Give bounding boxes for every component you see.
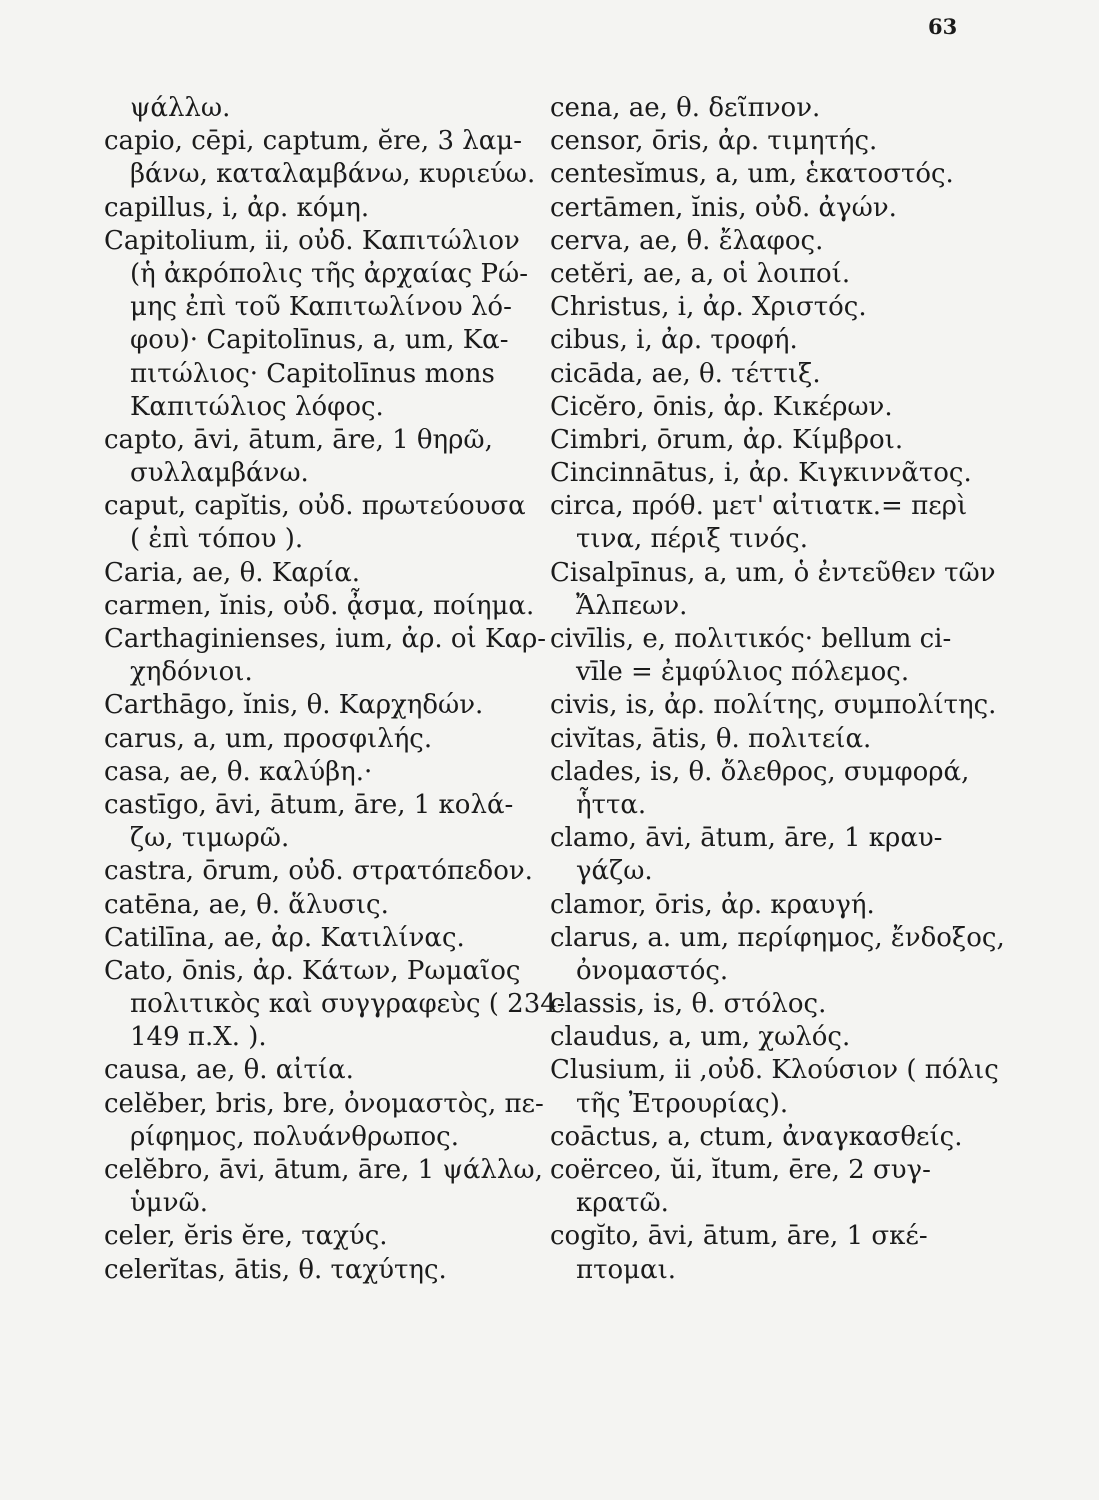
- entry-line: πτομαι.: [576, 1254, 677, 1285]
- entry-line: vīle = ἐμφύλιος πόλεμος.: [576, 657, 910, 688]
- entry-line: circa, πρόθ. μετ' αἰτιατκ.= περὶ: [550, 491, 968, 522]
- entry-line: clamo, āvi, ātum, āre, 1 κραυ-: [550, 823, 943, 854]
- entry-line: celer, ĕris ĕre, ταχύς.: [104, 1221, 388, 1252]
- entry-line: capio, cēpi, captum, ĕre, 3 λαμ-: [104, 126, 522, 157]
- entry-line: τῆς Ἐτρουρίας).: [576, 1088, 789, 1119]
- entry-line: classis, is, θ. στόλος.: [550, 989, 827, 1020]
- entry-line: celerĭtas, ātis, θ. ταχύτης.: [104, 1254, 447, 1285]
- entry-line: Caria, ae, θ. Καρία.: [104, 557, 361, 588]
- entry-line: casa, ae, θ. καλύβη.·: [104, 756, 373, 787]
- entry-line: Catilīna, ae, ἀρ. Κατιλίνας.: [104, 922, 465, 953]
- entry-line: Cincinnātus, i, ἀρ. Κιγκιννᾶτος.: [550, 458, 972, 489]
- entry-line: (ἡ ἀκρόπολις τῆς ἀρχαίας Ρώ-: [130, 258, 528, 289]
- entry-line: coāctus, a, ctum, ἀναγκασθείς.: [550, 1121, 963, 1152]
- entry-line: ἧττα.: [576, 789, 647, 820]
- entry-line: capillus, i, ἀρ. κόμη.: [104, 192, 370, 223]
- entry-line: φου)· Capitolīnus, a, um, Κα-: [130, 325, 509, 356]
- entry-line: πολιτικὸς καὶ συγγραφεὺς ( 234-: [130, 989, 566, 1020]
- entry-line: γάζω.: [576, 856, 653, 887]
- entry-line: cicāda, ae, θ. τέττιξ.: [550, 358, 821, 389]
- entry-line: clamor, ōris, ἀρ. κραυγή.: [550, 889, 875, 920]
- entry-line: Carthāgo, ĭnis, θ. Καρχηδών.: [104, 690, 484, 721]
- entry-line: capto, āvi, ātum, āre, 1 θηρῶ,: [104, 424, 493, 455]
- entry-line: χηδόνιοι.: [130, 657, 253, 688]
- entry-line: Cimbri, ōrum, ἀρ. Κίμβροι.: [550, 424, 904, 455]
- entry-line: civis, is, ἀρ. πολίτης, συμπολίτης.: [550, 690, 997, 721]
- entry-line: carus, a, um, προσφιλής.: [104, 723, 433, 754]
- page-number: 63: [928, 14, 958, 39]
- entry-line: clarus, a. um, περίφημος, ἔνδοξος,: [550, 922, 1005, 953]
- entry-line: Christus, i, ἀρ. Χριστός.: [550, 292, 867, 323]
- entry-line: Carthaginienses, ium, ἀρ. οἱ Καρ-: [104, 624, 547, 654]
- entry-line: 149 π.Χ. ).: [130, 1022, 267, 1053]
- entry-line: κρατῶ.: [576, 1188, 669, 1219]
- entry-line: πιτώλιος· Capitolīnus mons: [130, 358, 495, 389]
- entry-line: Clusium, ii ,οὐδ. Κλούσιον ( πόλις: [550, 1055, 999, 1086]
- entry-line: clades, is, θ. ὄλεθρος, συμφορά,: [550, 756, 970, 787]
- entry-line: centesĭmus, a, um, ἑκατοστός.: [550, 159, 954, 190]
- entry-line: βάνω, καταλαμβάνω, κυριεύω.: [130, 159, 536, 190]
- entry-line: ψάλλω.: [130, 93, 231, 123]
- entry-line: μης ἐπὶ τοῦ Καπιτωλίνου λό-: [130, 292, 512, 323]
- entry-line: certāmen, ĭnis, οὐδ. ἀγών.: [550, 192, 897, 223]
- entry-line: Ἄλπεων.: [576, 590, 688, 621]
- entry-line: causa, ae, θ. αἰτία.: [104, 1055, 354, 1086]
- left-column: [104, 92, 566, 1287]
- entry-line: catēna, ae, θ. ἅλυσις.: [104, 889, 389, 920]
- entry-line: τινα, πέριξ τινός.: [576, 524, 808, 555]
- entry-line: castīgo, āvi, ātum, āre, 1 κολά-: [104, 789, 514, 820]
- entry-line: cerva, ae, θ. ἔλαφος.: [550, 225, 824, 256]
- entry-line: cena, ae, θ. δεῖπνον.: [550, 93, 821, 123]
- entry-line: ὑμνῶ.: [130, 1188, 208, 1219]
- entry-line: censor, ōris, ἀρ. τιμητής.: [550, 126, 878, 157]
- entry-line: cetĕri, ae, a, οἱ λοιποί.: [550, 258, 851, 289]
- entry-line: ζω, τιμωρῶ.: [130, 823, 290, 854]
- entry-line: Cato, ōnis, ἀρ. Κάτων, Ρωμαῖος: [104, 955, 521, 986]
- entry-line: ( ἐπὶ τόπου ).: [130, 524, 304, 555]
- entry-line: Cicĕro, ōnis, ἀρ. Κικέρων.: [550, 391, 893, 422]
- right-column: [550, 92, 1020, 1287]
- entry-line: Capitolium, ii, οὐδ. Καπιτώλιον: [104, 225, 520, 256]
- entry-line: Καπιτώλιος λόφος.: [130, 391, 384, 422]
- entry-line: cibus, i, ἀρ. τροφή.: [550, 325, 798, 356]
- entry-line: ὀνομαστός.: [576, 955, 729, 986]
- entry-line: civĭtas, ātis, θ. πολιτεία.: [550, 723, 872, 754]
- entry-line: coërceo, ŭi, ĭtum, ēre, 2 συγ-: [550, 1155, 931, 1185]
- entry-line: civīlis, e, πολιτικός· bellum ci-: [550, 624, 952, 654]
- entry-line: celĕbro, āvi, ātum, āre, 1 ψάλλω,: [104, 1155, 543, 1185]
- entry-line: caput, capĭtis, οὐδ. πρωτεύουσα: [104, 491, 526, 522]
- entry-line: Cisalpīnus, a, um, ὁ ἐντεῦθεν τῶν: [550, 557, 996, 588]
- entry-line: ρίφημος, πολυάνθρωπος.: [130, 1121, 459, 1152]
- entry-line: castra, ōrum, οὐδ. στρατόπεδον.: [104, 856, 533, 887]
- entry-line: celĕber, bris, bre, ὀνομαστὸς, πε-: [104, 1088, 544, 1119]
- entry-line: carmen, ĭnis, οὐδ. ᾆσμα, ποίημα.: [104, 590, 535, 621]
- entry-line: συλλαμβάνω.: [130, 458, 309, 489]
- entry-line: claudus, a, um, χωλός.: [550, 1022, 851, 1053]
- entry-line: cogĭto, āvi, ātum, āre, 1 σκέ-: [550, 1221, 928, 1252]
